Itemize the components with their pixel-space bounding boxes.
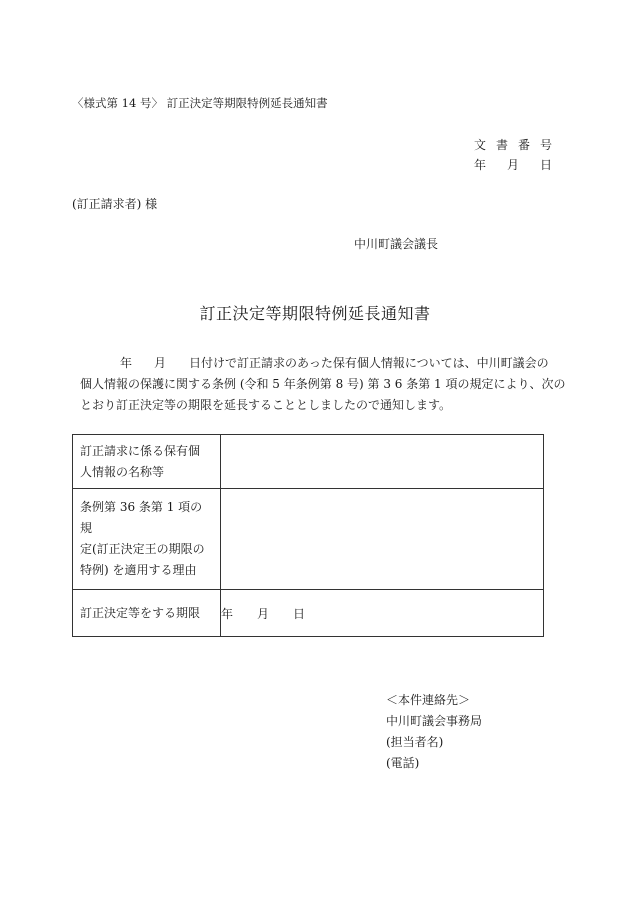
contact-heading: ＜本件連絡先＞ [386,693,471,707]
notice-body [80,353,566,416]
body-line [80,353,550,374]
body-year: 年 [120,356,133,370]
body-line1-text: 日付けで訂正請求のあった保有個人情報については、中川町議会の [189,356,549,370]
table-row [73,435,544,489]
row-label-reason: 条例第 36 条第 1 項の規 定(訂正決定王の期限の 特例) を適用する理由 [73,489,221,590]
deadline-year: 年 [221,606,234,621]
row-label-information-name: 訂正請求に係る保有個 人情報の名称等 [73,435,221,489]
doc-date-month: 月 [506,158,519,172]
doc-number-char: 文 [474,138,487,152]
table-row [73,489,544,590]
body-month: 月 [154,356,167,370]
row-value-deadline [221,590,544,637]
deadline-day: 日 [293,606,306,621]
addressee: (訂正請求者) 様 [72,197,158,211]
doc-date-day: 日 [539,158,552,172]
doc-number-char: 書 [495,138,508,152]
document-date-label [474,159,552,171]
row-value-reason [221,489,544,590]
row-value-information-name [221,435,544,489]
doc-number-char: 号 [539,138,552,152]
row-label-deadline: 訂正決定等をする期限 [73,590,221,637]
contact-office: 中川町議会事務局 [386,714,483,728]
document-number-label [474,139,552,151]
table-row [73,590,544,637]
sender: 中川町議会議長 [354,237,439,251]
notice-table [72,434,544,637]
contact-phone: (電話) [386,756,420,770]
doc-number-char: 番 [517,138,530,152]
contact-info [386,690,482,774]
body-line: とおり訂正決定等の期限を延長することとしましたので通知します。 [80,398,452,412]
doc-date-year: 年 [474,158,487,172]
document-title: 訂正決定等期限特例延長通知書 [199,304,431,323]
form-label: 〈様式第 14 号〉 訂正決定等期限特例延長通知書 [72,96,328,110]
contact-person: (担当者名) [386,735,444,749]
deadline-month: 月 [257,606,270,621]
body-line: 個人情報の保護に関する条例 (令和 5 年条例第 8 号) 第 3 6 条第 1 項の規定により、次の [80,377,566,391]
